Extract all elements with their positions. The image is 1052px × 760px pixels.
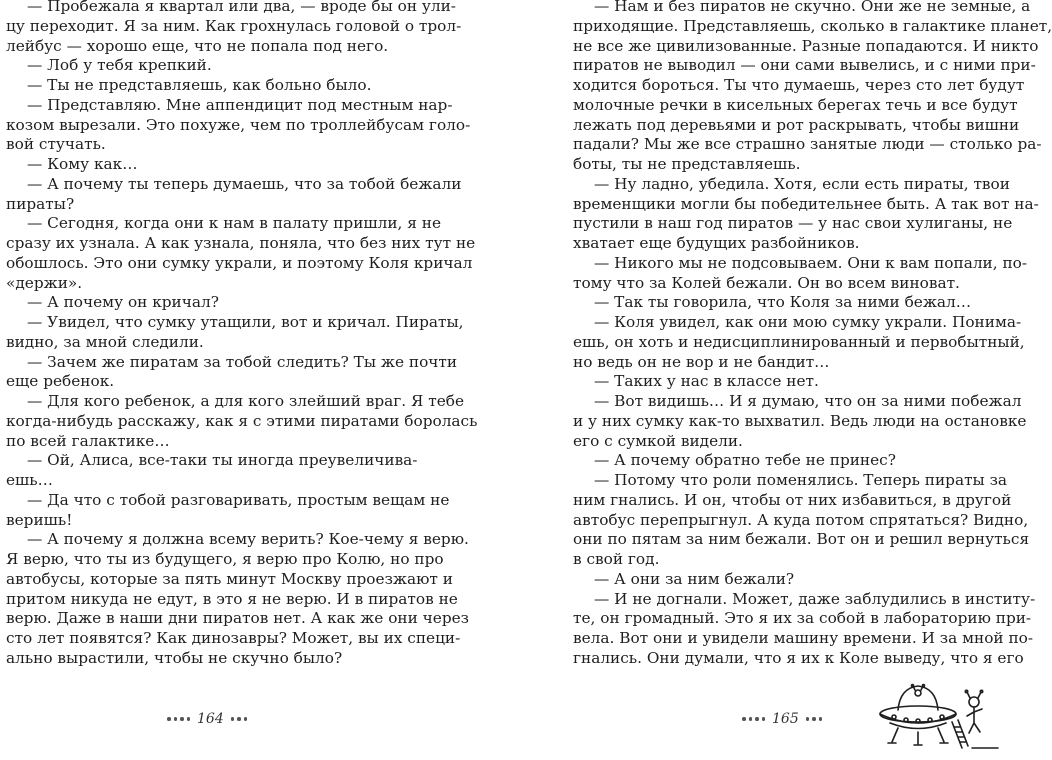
text-line: — Нам и без пиратов не скучно. Они же не земные, а [594,0,1031,15]
folio-dots-icon [742,717,765,721]
text-line: вой стучать. [6,135,106,154]
text-line: — Коля увидел, как они мою сумку украли. Понима- [594,313,1022,331]
text-line: притом никуда не едут, в это я не верю. И в пиратов не [6,589,458,608]
text-line: — Сегодня, когда они к нам в палату пришли, я не [27,214,442,233]
text-line: — Для кого ребенок, а для кого злейший враг. Я тебе [27,392,465,410]
text-line: автобусы, которые за пять минут Москву проезжают и [6,569,453,588]
text-line: — Ну ладно, убедила. Хотя, если есть пираты, твои [594,174,1010,193]
text-line: видно, за мной следили. [6,332,204,351]
folio-dots-icon [231,717,248,721]
text-line: ним гнались. И он, чтобы от них избавиться, в другой [573,490,1012,509]
text-line: сразу их узнала. А как узнала, поняла, что без них тут не [6,234,476,252]
text-line: козом вырезали. Это похуже, чем по троллейбусам голо- [6,115,471,134]
text-line: — А почему он кричал? [27,293,219,312]
text-line: еще ребенок. [6,372,115,391]
text-line: автобус перепрыгнул. А куда потом спрятаться? Видно, [573,510,1029,529]
text-line: тому что за Колей бежали. Он во всем виноват. [573,273,960,292]
text-line: падали? Мы же все страшно занятые люди — столько ра- [573,135,1042,154]
text-line: не все же цивилизованные. Разные попадаются. И никто [573,36,1039,55]
text-line: ешь, он хоть и недисциплинированный и первобытный, [573,332,1025,351]
text-line: — Увидел, что сумку утащили, вот и кричал. Пираты, [27,313,464,331]
text-line: — Ты не представляешь, как больно было. [27,76,372,94]
text-line: — Никого мы не подсовываем. Они к вам попали, по- [594,253,1028,272]
text-line: в свой год. [573,550,660,568]
left-page-number [167,709,247,729]
text-line: сто лет появятся? Как динозавры? Может, вы их специ- [6,629,461,647]
text-line: — Кому как… [27,155,138,173]
text-line: его с сумкой видели. [573,431,743,450]
text-line: и у них сумку как-то выхватил. Ведь люди на остановке [573,411,1027,430]
text-line: — Вот видишь… И я думаю, что он за ними побежал [594,392,1022,410]
text-line: — Таких у нас в классе нет. [594,372,819,391]
right-page-text [573,0,1052,669]
text-line: пустили в наш год пиратов — у нас свои хулиганы, не [573,214,1013,233]
text-line: те, он громадный. Это я их за собой в лабораторию при- [573,609,1032,628]
right-page-number [742,709,822,729]
text-line: — Да что с тобой разговаривать, простым вещам не [27,490,450,509]
folio-dots-icon [806,717,823,721]
text-line: — А почему я должна всему верить? Кое-чему я верю. [27,530,469,549]
text-line: — И не догнали. Может, даже заблудились в институ- [594,589,1036,608]
text-line: но ведь он не вор и не бандит… [573,352,830,371]
page-number-164: 164 [197,711,224,727]
text-line: лейбус — хорошо еще, что не попала под него. [6,36,389,55]
text-line: хватает еще будущих разбойников. [573,234,860,252]
text-line: — А они за ним бежали? [594,569,795,588]
text-line: — Лоб у тебя крепкий. [27,56,212,75]
text-line: временщики могли бы победительнее быть. А так вот на- [573,194,1039,213]
text-line: ешь… [6,471,53,489]
text-line: пиратов не выводил — они сами вывелись, и с ними при- [573,56,1036,75]
text-line: — Зачем же пиратам за тобой следить? Ты же почти [27,352,458,371]
left-page-text [6,0,478,669]
text-line: когда-нибудь расскажу, как я с этими пиратами боролась [6,411,478,430]
text-line: молочные речки в кисельных берегах течь и все будут [573,95,1018,114]
text-line: — Ой, Алиса, все-таки ты иногда преувеличива- [27,451,418,470]
text-line: — А почему обратно тебе не принес? [594,451,896,470]
text-line: — Представляю. Мне аппендицит под местным нар- [27,95,453,114]
text-line: вела. Вот они и увидели машину времени. И за мной по- [573,629,1034,647]
folio-dots-icon [167,717,190,721]
text-line: ально вырастили, чтобы не скучно было? [6,648,343,667]
text-line: верю. Даже в наши дни пиратов нет. А как же они через [6,609,470,628]
text-line: цу переходит. Я за ним. Как грохнулась головой о трол- [6,16,462,35]
page-number-165: 165 [772,711,799,727]
text-line: веришь! [6,510,73,529]
text-line: по всей галактике… [6,431,170,450]
text-line: Я верю, что ты из будущего, я верю про Колю, но про [6,550,444,568]
text-line: лежать под деревьями и рот раскрывать, чтобы вишни [573,115,1020,134]
text-line: «держи». [6,273,83,292]
text-line: они по пятам за ним бежали. Вот он и решил вернуться [573,530,1030,549]
text-line: приходящие. Представляешь, сколько в галактике планет, [573,16,1052,35]
text-line: обошлось. Это они сумку украли, и поэтому Коля кричал [6,253,473,272]
text-line: боты, ты не представляешь. [573,155,801,173]
text-line: — А почему ты теперь думаешь, что за тобой бежали [27,174,462,193]
ufo-with-aliens-icon [868,666,1000,760]
text-line: гнались. Они думали, что я их к Коле выведу, что я его [573,648,1024,667]
text-line: пираты? [6,194,75,213]
text-line: — Потому что роли поменялись. Теперь пираты за [594,471,1008,489]
text-line: — Пробежала я квартал или два, — вроде бы он ули- [27,0,456,15]
text-line: ходится бороться. Ты что думаешь, через сто лет будут [573,76,1025,94]
text-line: — Так ты говорила, что Коля за ними бежал… [594,293,972,312]
